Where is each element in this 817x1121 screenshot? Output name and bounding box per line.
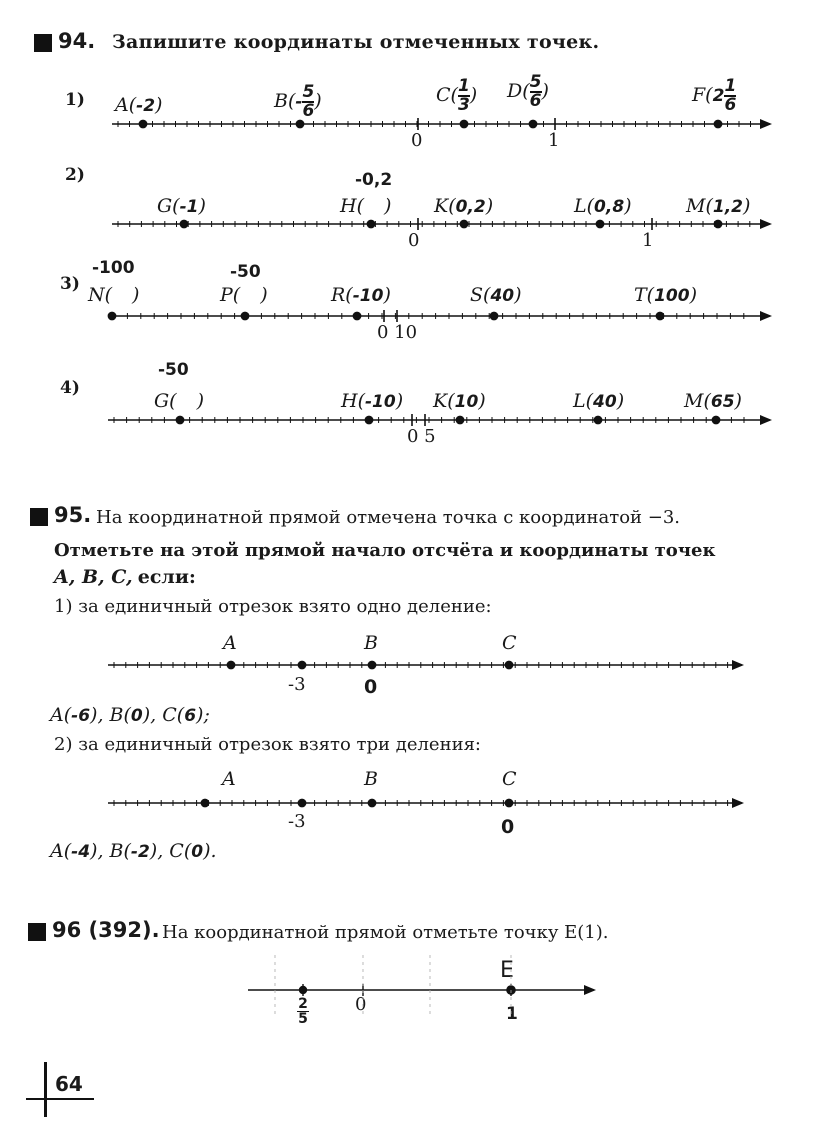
axis-point bbox=[505, 661, 512, 668]
point-label-c: C bbox=[502, 768, 517, 790]
handwritten-note: -50 bbox=[230, 262, 261, 282]
point-label-c: C bbox=[502, 632, 517, 654]
point-label-t: T(100) bbox=[634, 284, 698, 306]
answer-line: A(-6), B(0), C(6); bbox=[50, 704, 210, 726]
tick-label: -3 bbox=[288, 674, 306, 695]
exercise-number: 96 (392). bbox=[52, 918, 160, 942]
exercise-task: A, B, C, если: bbox=[54, 566, 196, 588]
point-label-a: A(-2) bbox=[115, 94, 163, 116]
point-label-p: P( ) bbox=[220, 284, 268, 306]
point-label-m: M(65) bbox=[684, 390, 742, 412]
axis-point bbox=[368, 661, 375, 668]
axis-point bbox=[505, 799, 512, 806]
point-label-h: H(-10) bbox=[341, 390, 404, 412]
point-label-a: A bbox=[223, 632, 237, 654]
handwritten-note: -50 bbox=[158, 360, 189, 380]
handwritten-note: -0,2 bbox=[355, 170, 393, 190]
axis-point bbox=[201, 799, 208, 806]
axis-point bbox=[367, 220, 374, 227]
point-label-b: B bbox=[364, 632, 378, 654]
exercise-task: На координатной прямой отмечена точка с координатой −3. bbox=[96, 507, 681, 528]
fraction-tick-label: 2 5 bbox=[298, 996, 308, 1027]
axis-point bbox=[241, 312, 248, 319]
part-prompt: 1) за единичный отрезок взято одно деление: bbox=[54, 596, 492, 617]
point-label-a: A bbox=[222, 768, 236, 790]
exercise-number: 94. bbox=[58, 29, 96, 53]
axis-point bbox=[365, 416, 372, 423]
row-label: 4) bbox=[60, 378, 80, 398]
axis-point bbox=[108, 312, 115, 319]
tick-label: 0 bbox=[411, 130, 423, 151]
axis-point bbox=[139, 120, 146, 127]
row-label: 1) bbox=[65, 90, 85, 110]
axis-point bbox=[596, 220, 603, 227]
axis-point bbox=[656, 312, 663, 319]
axis-point bbox=[298, 799, 305, 806]
axis-point bbox=[456, 416, 463, 423]
axis-point bbox=[460, 120, 467, 127]
axis-point bbox=[353, 312, 360, 319]
handwritten-tick-label: 1 bbox=[506, 1004, 518, 1024]
axis-point bbox=[368, 799, 375, 806]
tick-label: 0 5 bbox=[407, 426, 436, 447]
tick-label: -3 bbox=[288, 811, 306, 832]
point-label-d: D( $\frac{5}{6}$ ) bbox=[507, 72, 549, 111]
point-label-r: R(-10) bbox=[331, 284, 391, 306]
axis-point bbox=[180, 220, 187, 227]
axis-point bbox=[296, 120, 303, 127]
point-label-s: S(40) bbox=[470, 284, 522, 306]
exercise-task: Запишите координаты отмеченных точек. bbox=[112, 31, 600, 53]
handwritten-point-label: E bbox=[500, 958, 514, 983]
point-label-c: C( $\frac{1}{3}$ ) bbox=[436, 76, 478, 115]
point-label-n: N( ) bbox=[88, 284, 140, 306]
exercise-task: На координатной прямой отметьте точку E(1). bbox=[162, 922, 609, 943]
point-label-m: M(1,2) bbox=[686, 195, 751, 217]
handwritten-answer: 0 bbox=[364, 676, 378, 698]
axis-point bbox=[714, 220, 721, 227]
axis-point bbox=[460, 220, 467, 227]
point-label-b: B bbox=[364, 768, 378, 790]
axis-point bbox=[300, 987, 307, 994]
tick-label: 0 10 bbox=[377, 322, 418, 343]
axis-point bbox=[298, 661, 305, 668]
axis-point bbox=[227, 661, 234, 668]
axis-point bbox=[594, 416, 601, 423]
point-label-l: L(0,8) bbox=[574, 195, 632, 217]
page-number: 64 bbox=[55, 1072, 83, 1096]
row-label: 3) bbox=[60, 274, 80, 294]
point-label-h: H( ) bbox=[340, 195, 392, 217]
axis-point bbox=[490, 312, 497, 319]
answer-line: A(-4), B(-2), C(0). bbox=[50, 840, 217, 862]
point-label-f: F(2 $\frac{1}{6}$ bbox=[692, 76, 737, 115]
axis-point bbox=[529, 120, 536, 127]
exercise-task: Отметьте на этой прямой начало отсчёта и координаты точек bbox=[54, 540, 716, 561]
point-label-g: G(-1) bbox=[157, 195, 206, 217]
axis-point bbox=[714, 120, 721, 127]
point-label-k: K(0,2) bbox=[434, 195, 494, 217]
handwritten-note: -100 bbox=[92, 258, 135, 278]
tick-label: 1 bbox=[642, 230, 654, 251]
point-label-b: B(- $\frac{5}{6}$ ) bbox=[274, 82, 322, 121]
point-label-l: L(40) bbox=[573, 390, 625, 412]
tick-label: 1 bbox=[548, 130, 560, 151]
handwritten-answer: 0 bbox=[501, 816, 515, 838]
axis-point bbox=[712, 416, 719, 423]
point-label-k: K(10) bbox=[433, 390, 486, 412]
part-prompt: 2) за единичный отрезок взято три деления: bbox=[54, 734, 481, 755]
exercise-number: 95. bbox=[54, 503, 92, 527]
point-label-g: G( ) bbox=[154, 390, 205, 412]
tick-label: 0 bbox=[355, 994, 367, 1015]
axis-point bbox=[176, 416, 183, 423]
tick-label: 0 bbox=[408, 230, 420, 251]
row-label: 2) bbox=[65, 165, 85, 185]
